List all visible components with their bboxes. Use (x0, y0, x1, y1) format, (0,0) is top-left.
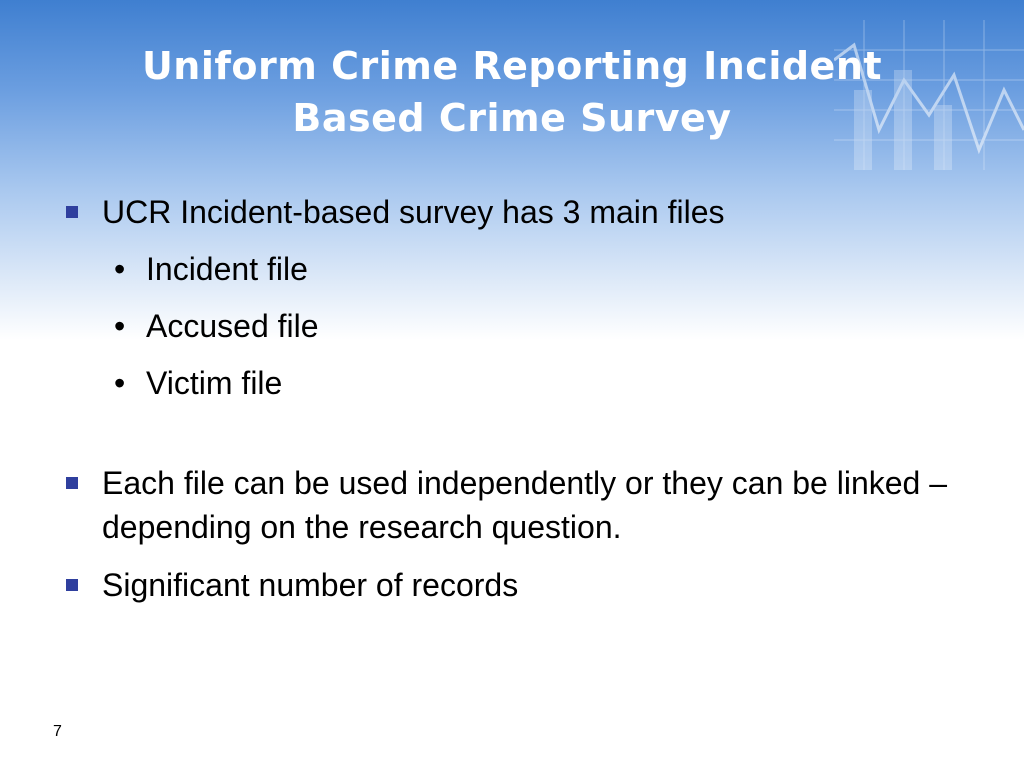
dot-bullet-icon: • (114, 365, 126, 401)
spacer (62, 405, 972, 461)
bullet-text: Each file can be used independently or they can be linked – depending on the research question. (102, 465, 948, 545)
slide-title-line-2: Based Crime Survey (292, 96, 732, 140)
page-number: 7 (53, 723, 62, 740)
sub-bullet-text: Incident file (146, 251, 308, 287)
bullet-text: UCR Incident-based survey has 3 main files (102, 194, 725, 230)
dot-bullet-icon: • (114, 308, 126, 344)
sub-bullet-text: Victim file (146, 365, 283, 401)
bullet-text: Significant number of records (102, 567, 519, 603)
bullet-item (62, 461, 972, 549)
slide-body (62, 190, 972, 607)
sub-bullet-item (62, 304, 972, 348)
sub-bullet-item (62, 361, 972, 405)
sub-bullet-item (62, 247, 972, 291)
square-bullet-icon (66, 579, 78, 591)
dot-bullet-icon: • (114, 251, 126, 287)
bullet-item (62, 190, 972, 234)
sub-bullet-text: Accused file (146, 308, 319, 344)
bullet-item (62, 563, 972, 607)
square-bullet-icon (66, 206, 78, 218)
slide-title-line-1: Uniform Crime Reporting Incident (141, 44, 883, 88)
square-bullet-icon (66, 477, 78, 489)
slide-title (40, 40, 984, 144)
